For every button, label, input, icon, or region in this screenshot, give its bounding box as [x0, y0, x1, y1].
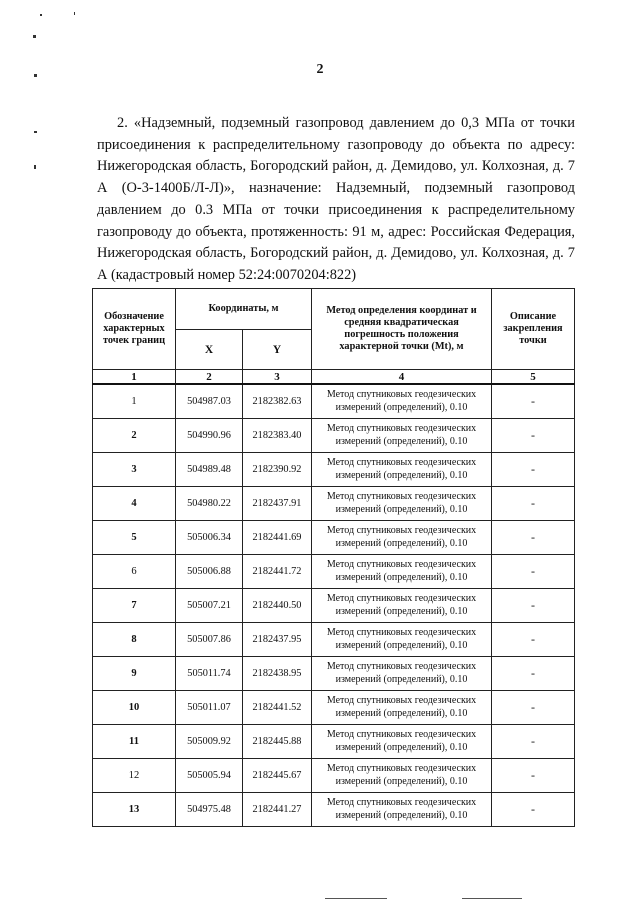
table-row	[93, 759, 575, 793]
x-coordinate-cell: 504987.03	[176, 384, 243, 419]
x-coordinate-cell: 504989.48	[176, 453, 243, 487]
table-row	[93, 555, 575, 589]
description-cell: -	[492, 657, 575, 691]
footer-rule	[325, 898, 387, 899]
y-coordinate-cell: 2182383.40	[243, 419, 312, 453]
x-coordinate-cell: 504975.48	[176, 793, 243, 827]
method-cell: Метод спутниковых геодезических измерений (определений), 0.10	[312, 657, 492, 691]
table-row	[93, 725, 575, 759]
table-row	[93, 623, 575, 657]
x-coordinate-cell: 505011.07	[176, 691, 243, 725]
description-cell: -	[492, 691, 575, 725]
description-cell: -	[492, 793, 575, 827]
column-number-row	[93, 370, 575, 385]
column-number: 2	[176, 370, 243, 385]
y-coordinate-cell: 2182438.95	[243, 657, 312, 691]
x-coordinate-cell: 505006.34	[176, 521, 243, 555]
description-cell: -	[492, 453, 575, 487]
x-coordinate-cell: 505007.86	[176, 623, 243, 657]
coordinates-table	[92, 288, 575, 827]
header-point: Обозначение характерных точек границ	[93, 289, 176, 370]
table-row	[93, 521, 575, 555]
header-description: Описание закрепления точки	[492, 289, 575, 370]
method-cell: Метод спутниковых геодезических измерений (определений), 0.10	[312, 384, 492, 419]
point-cell: 4	[93, 487, 176, 521]
table-row	[93, 657, 575, 691]
x-coordinate-cell: 505005.94	[176, 759, 243, 793]
column-number: 5	[492, 370, 575, 385]
table-row	[93, 589, 575, 623]
y-coordinate-cell: 2182382.63	[243, 384, 312, 419]
y-coordinate-cell: 2182390.92	[243, 453, 312, 487]
method-cell: Метод спутниковых геодезических измерений (определений), 0.10	[312, 419, 492, 453]
header-x: X	[176, 330, 243, 370]
y-coordinate-cell: 2182441.72	[243, 555, 312, 589]
y-coordinate-cell: 2182445.67	[243, 759, 312, 793]
description-cell: -	[492, 487, 575, 521]
footer-rule	[462, 898, 522, 899]
header-method: Метод определения координат и средняя квадратическая погрешность положения характерной точки (Mt), м	[312, 289, 492, 370]
page-number: 2	[316, 62, 324, 77]
method-cell: Метод спутниковых геодезических измерений (определений), 0.10	[312, 725, 492, 759]
y-coordinate-cell: 2182441.52	[243, 691, 312, 725]
point-cell: 9	[93, 657, 176, 691]
column-number: 1	[93, 370, 176, 385]
header-y: Y	[243, 330, 312, 370]
point-cell: 7	[93, 589, 176, 623]
method-cell: Метод спутниковых геодезических измерений (определений), 0.10	[312, 453, 492, 487]
scan-artifact	[33, 35, 36, 38]
method-cell: Метод спутниковых геодезических измерений (определений), 0.10	[312, 691, 492, 725]
y-coordinate-cell: 2182445.88	[243, 725, 312, 759]
table-row	[93, 453, 575, 487]
scan-artifact	[74, 12, 75, 15]
x-coordinate-cell: 505006.88	[176, 555, 243, 589]
y-coordinate-cell: 2182440.50	[243, 589, 312, 623]
x-coordinate-cell: 505009.92	[176, 725, 243, 759]
description-cell: -	[492, 521, 575, 555]
column-number: 3	[243, 370, 312, 385]
x-coordinate-cell: 504980.22	[176, 487, 243, 521]
x-coordinate-cell: 504990.96	[176, 419, 243, 453]
table-row	[93, 419, 575, 453]
method-cell: Метод спутниковых геодезических измерений (определений), 0.10	[312, 487, 492, 521]
table-row	[93, 384, 575, 419]
column-number: 4	[312, 370, 492, 385]
y-coordinate-cell: 2182437.91	[243, 487, 312, 521]
point-cell: 10	[93, 691, 176, 725]
y-coordinate-cell: 2182441.27	[243, 793, 312, 827]
description-cell: -	[492, 419, 575, 453]
y-coordinate-cell: 2182437.95	[243, 623, 312, 657]
point-cell: 6	[93, 555, 176, 589]
description-cell: -	[492, 759, 575, 793]
method-cell: Метод спутниковых геодезических измерений (определений), 0.10	[312, 793, 492, 827]
x-coordinate-cell: 505007.21	[176, 589, 243, 623]
point-cell: 8	[93, 623, 176, 657]
description-cell: -	[492, 555, 575, 589]
description-cell: -	[492, 384, 575, 419]
point-cell: 3	[93, 453, 176, 487]
method-cell: Метод спутниковых геодезических измерений (определений), 0.10	[312, 759, 492, 793]
scan-artifact	[34, 131, 37, 133]
table-row	[93, 487, 575, 521]
table-row	[93, 793, 575, 827]
description-cell: -	[492, 725, 575, 759]
scan-artifact	[40, 14, 42, 16]
point-cell: 1	[93, 384, 176, 419]
point-cell: 5	[93, 521, 176, 555]
point-cell: 11	[93, 725, 176, 759]
point-cell: 2	[93, 419, 176, 453]
scan-artifact	[34, 165, 36, 169]
description-cell: -	[492, 589, 575, 623]
method-cell: Метод спутниковых геодезических измерений (определений), 0.10	[312, 623, 492, 657]
method-cell: Метод спутниковых геодезических измерений (определений), 0.10	[312, 589, 492, 623]
point-cell: 12	[93, 759, 176, 793]
point-cell: 13	[93, 793, 176, 827]
x-coordinate-cell: 505011.74	[176, 657, 243, 691]
object-description-paragraph: 2. «Надземный, подземный газопровод давлением до 0,3 МПа от точки присоединения к распределительному газопроводу до объекта по адресу: Нижегородская область, Богородский район, д. Демидово, ул. Колхозная, д. 7 А (О-3-1400Б/Л-Л)», назначение: Надземный, подземный газопровод давлением до 0.3 МПа от точки присоединения к распределительному газопроводу до объекта, протяженность: 91 м, адрес: Российская Федерация, Нижегородская область, Богородский район, д. Демидово, ул. Колхозная, д. 7 А (кадастровый номер 52:24:0070204:822)	[97, 115, 575, 283]
description-cell: -	[492, 623, 575, 657]
method-cell: Метод спутниковых геодезических измерений (определений), 0.10	[312, 521, 492, 555]
method-cell: Метод спутниковых геодезических измерений (определений), 0.10	[312, 555, 492, 589]
header-coordinates: Координаты, м	[176, 289, 312, 330]
table-row	[93, 691, 575, 725]
y-coordinate-cell: 2182441.69	[243, 521, 312, 555]
